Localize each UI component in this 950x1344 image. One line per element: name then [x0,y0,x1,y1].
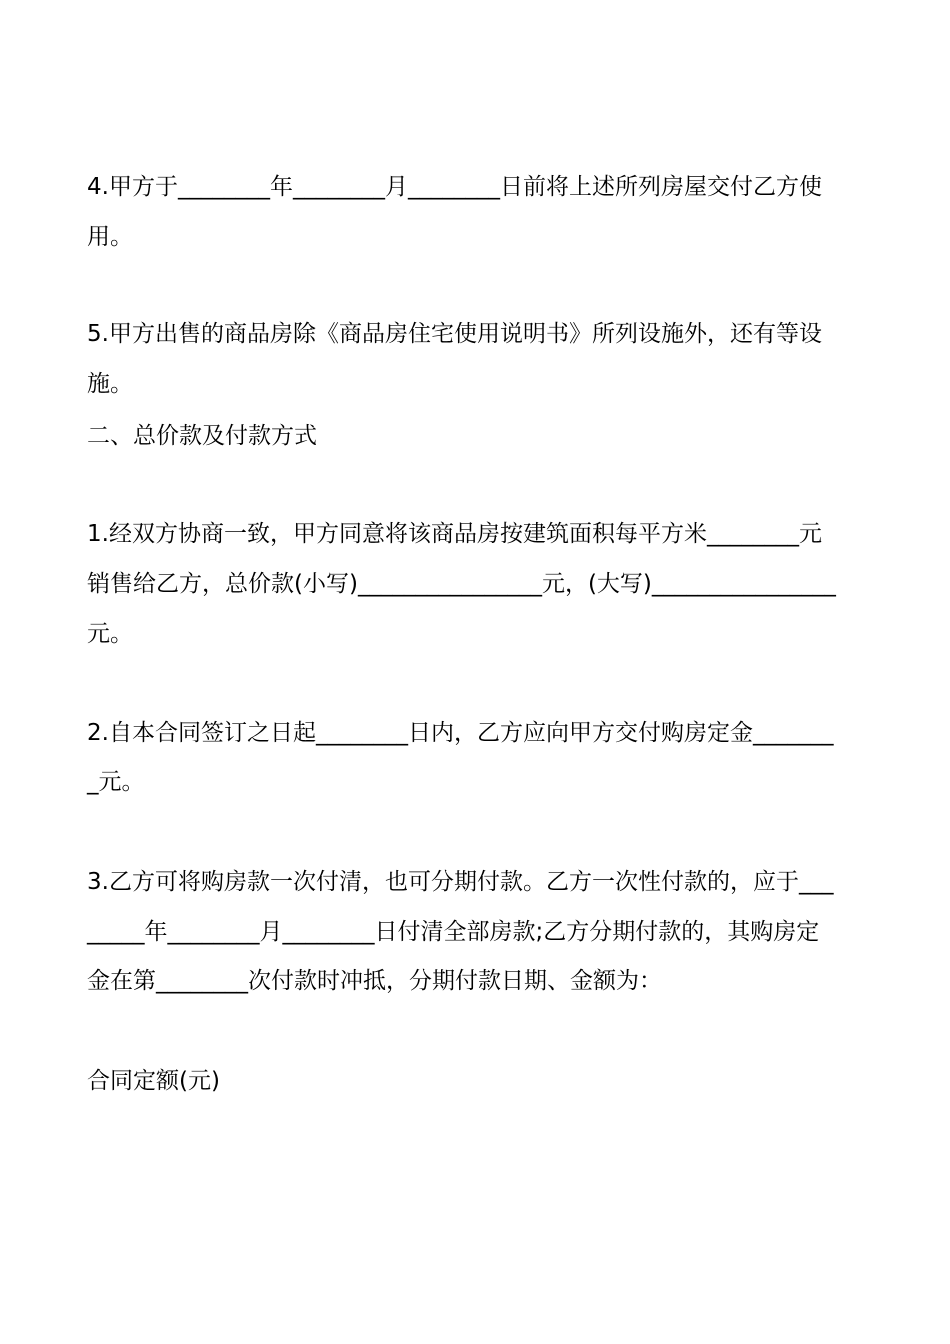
payment-clause-2-line-1: 2.自本合同签订之日起________日内，乙方应向甲方交付购房定金_______ [87,720,834,746]
payment-clause-3-line-2: _____年________月________日付清全部房款;乙方分期付款的，其购房定 [87,919,820,945]
payment-clause-3-line-1: 3.乙方可将购房款一次付清，也可分期付款。乙方一次性付款的，应于___ [87,869,834,895]
payment-clause-3-line-3: 金在第________次付款时冲抵，分期付款日期、金额为： [87,968,662,994]
clause-4-line-1: 4.甲方于________年________月________日前将上述所列房屋交付乙方使 [87,174,822,200]
clause-4-line-2: 用。 [87,224,133,250]
payment-clause-2-line-2: _元。 [87,769,145,795]
payment-clause-1-line-2: 销售给乙方，总价款(小写)________________元，(大写)________________ [87,571,836,597]
payment-clause-1-line-1: 1.经双方协商一致，甲方同意将该商品房按建筑面积每平方米________元 [87,521,822,547]
clause-5-line-1: 5.甲方出售的商品房除《商品房住宅使用说明书》所列设施外，还有等设 [87,321,822,347]
contract-amount-label: 合同定额(元) [87,1068,220,1094]
clause-5-line-2: 施。 [87,371,133,397]
section-heading: 二、总价款及付款方式 [87,423,317,449]
payment-clause-1-line-3: 元。 [87,621,133,647]
